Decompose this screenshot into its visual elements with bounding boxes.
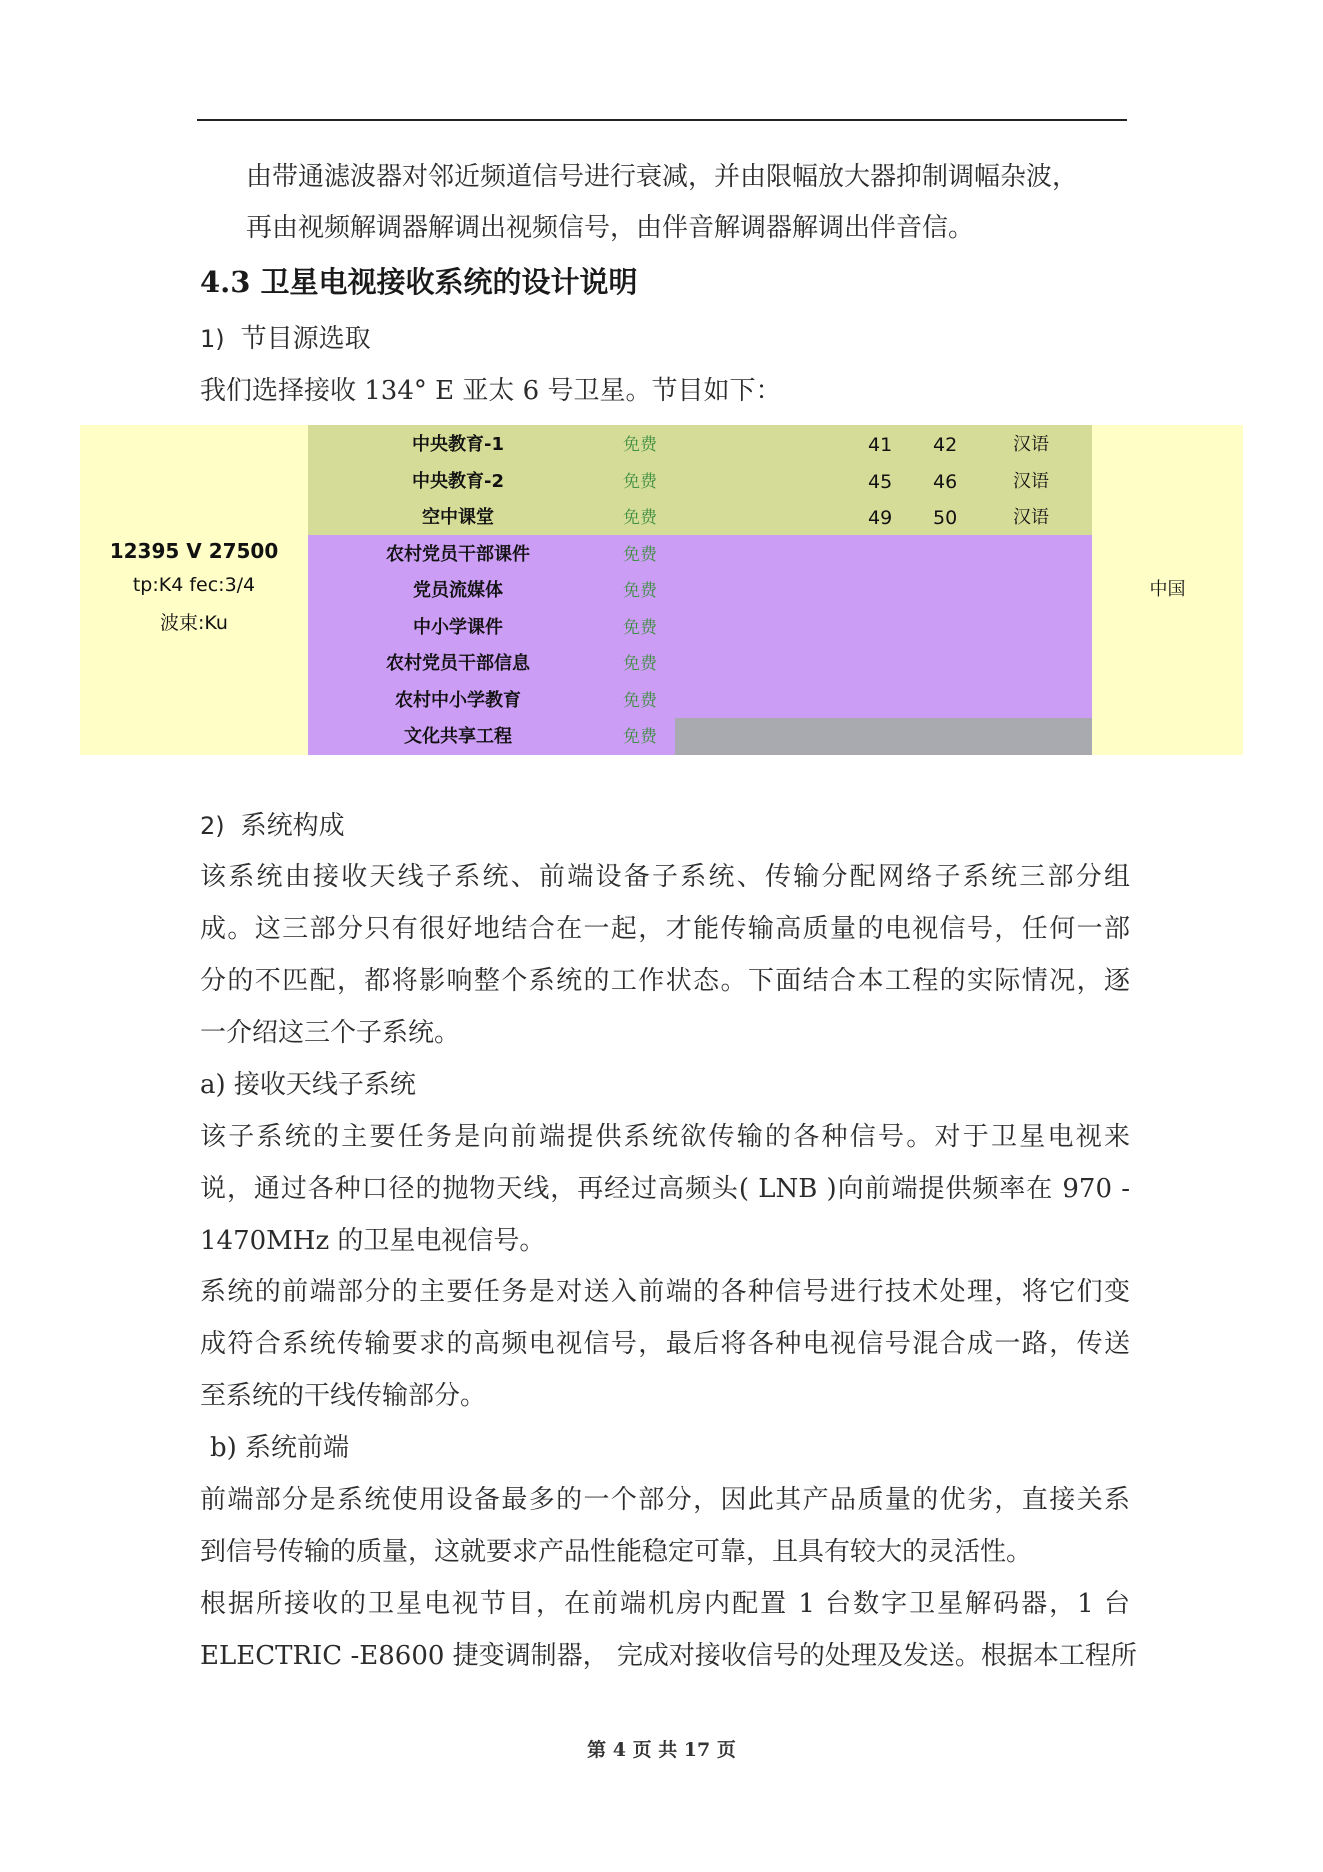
list-number: 2) <box>200 812 225 840</box>
program-name: 农村党员干部课件 <box>386 543 530 565</box>
page-footer: 第 4 页 共 17 页 <box>587 1739 736 1761</box>
paragraph-line: 至系统的干线传输部分。 <box>200 1381 487 1411</box>
audio-pid: 50 <box>933 507 958 529</box>
table-row <box>308 500 1092 536</box>
program-name: 中央教育-2 <box>412 470 504 492</box>
paragraph-line: ELECTRIC -E8600 捷变调制器， 完成对接收信号的处理及发送。根据本工程所 <box>200 1641 1137 1671</box>
table-row <box>308 573 1092 609</box>
table-row <box>308 683 1092 719</box>
free-label: 免费 <box>623 727 657 747</box>
language: 汉语 <box>1013 470 1049 492</box>
free-label: 免费 <box>623 471 657 492</box>
subheading-a: a) 接收天线子系统 <box>200 1070 416 1100</box>
section-heading: 4.3 卫星电视接收系统的设计说明 <box>200 265 638 299</box>
paragraph-line: 系统的前端部分的主要任务是对送入前端的各种信号进行技术处理，将它们变 <box>200 1277 1130 1307</box>
language: 汉语 <box>1013 507 1049 528</box>
program-name: 中央教育-1 <box>412 434 504 455</box>
table-row <box>308 719 1092 755</box>
program-name: 文化共享工程 <box>404 726 512 747</box>
paragraph-line: 说，通过各种口径的抛物天线，再经过高频头( LNB )向前端提供频率在 970 - <box>200 1174 1130 1204</box>
list-item-2 <box>200 809 345 843</box>
paragraph-line: 由带通滤波器对邻近频道信号进行衰减，并由限幅放大器抑制调幅杂波， <box>246 162 1079 192</box>
video-pid: 45 <box>868 470 893 493</box>
paragraph-line: 1470MHz 的卫星电视信号。 <box>200 1226 546 1256</box>
list-text: 节目源选取 <box>240 324 371 354</box>
paragraph-line: 我们选择接收 134° E 亚太 6 号卫星。节目如下： <box>200 376 782 406</box>
country-text: 中国 <box>1149 579 1186 600</box>
free-label: 免费 <box>623 690 657 711</box>
program-name: 空中课堂 <box>422 507 494 528</box>
table-row <box>308 464 1092 500</box>
paragraph-line: 成。这三部分只有很好地结合在一起，才能传输高质量的电视信号，任何一部 <box>200 914 1130 944</box>
free-label: 免费 <box>623 654 657 674</box>
list-number: 1) <box>200 325 225 353</box>
transponder-frequency: 12395 V 27500 <box>109 539 279 563</box>
program-name: 中小学课件 <box>413 616 503 638</box>
audio-pid: 42 <box>933 434 958 456</box>
program-name: 农村党员干部信息 <box>386 653 530 674</box>
table-row <box>308 537 1092 573</box>
list-item-1 <box>200 322 371 356</box>
paragraph-line: 到信号传输的质量，这就要求产品性能稳定可靠，且具有较大的灵活性。 <box>200 1537 1033 1567</box>
program-name: 党员流媒体 <box>413 580 503 601</box>
transponder-beam: 波束:Ku <box>160 612 228 634</box>
paragraph-line: 根据所接收的卫星电视节目，在前端机房内配置 1 台数字卫星解码器，1 台 <box>200 1589 1130 1619</box>
paragraph-line: 一介绍这三个子系统。 <box>200 1018 461 1048</box>
paragraph-line: 该系统由接收天线子系统、前端设备子系统、传输分配网络子系统三部分组 <box>200 862 1130 892</box>
table-row <box>308 610 1092 646</box>
subheading-b: b) 系统前端 <box>210 1433 350 1463</box>
video-pid: 41 <box>868 434 893 456</box>
paragraph-line: 成符合系统传输要求的高频电视信号，最后将各种电视信号混合成一路，传送 <box>200 1329 1130 1359</box>
program-table <box>80 425 1243 755</box>
paragraph-line: 再由视频解调器解调出视频信号，由伴音解调器解调出伴音信。 <box>246 213 975 243</box>
paragraph-line: 该子系统的主要任务是向前端提供系统欲传输的各种信号。对于卫星电视来 <box>200 1122 1130 1152</box>
language: 汉语 <box>1013 434 1049 455</box>
transponder-params: tp:K4 fec:3/4 <box>132 574 256 596</box>
table-row <box>308 646 1092 682</box>
header-rule <box>197 119 1127 121</box>
table-row <box>308 427 1092 463</box>
program-name: 农村中小学教育 <box>395 689 521 711</box>
audio-pid: 46 <box>933 470 958 493</box>
free-label: 免费 <box>623 581 657 601</box>
list-text: 系统构成 <box>240 811 345 841</box>
paragraph-line: 前端部分是系统使用设备最多的一个部分，因此其产品质量的优劣，直接关系 <box>200 1485 1130 1515</box>
free-label: 免费 <box>623 435 657 455</box>
paragraph-line: 分的不匹配，都将影响整个系统的工作状态。下面结合本工程的实际情况，逐 <box>200 966 1130 996</box>
free-label: 免费 <box>623 617 657 638</box>
free-label: 免费 <box>623 544 657 565</box>
free-label: 免费 <box>623 508 657 528</box>
video-pid: 49 <box>868 507 893 529</box>
